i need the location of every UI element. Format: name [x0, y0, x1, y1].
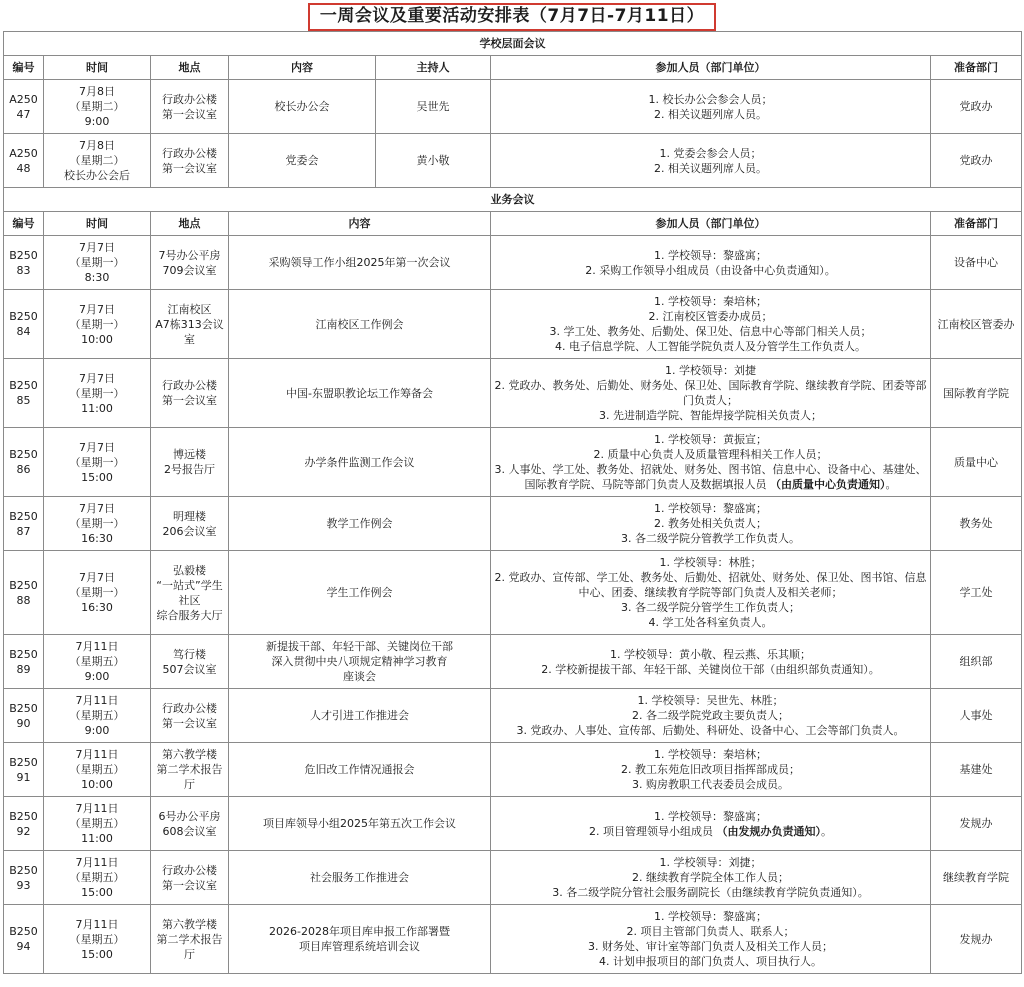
column-header: 地点 [151, 212, 229, 236]
prep-dept-cell: 组织部 [931, 635, 1022, 689]
column-header: 地点 [151, 56, 229, 80]
column-header: 准备部门 [931, 56, 1022, 80]
participant-line: 2. 相关议题列席人员。 [654, 161, 767, 175]
participant-line: 1. 学校领导：黄振宣； [654, 433, 767, 446]
time-cell: 7月11日 （星期五） 15:00 [44, 851, 151, 905]
participant-line: 2. 项目主管部门负责人、联系人； [626, 925, 795, 938]
time-cell: 7月11日 （星期五） 11:00 [44, 797, 151, 851]
participant-line: 2. 质量中心负责人及质量管理科相关工作人员； [593, 448, 828, 461]
participant-line: 3. 党政办、人事处、宣传部、后勤处、科研处、设备中心、工会等部门负责人。 [516, 724, 905, 737]
participants-cell [491, 551, 931, 635]
column-header: 参加人员（部门单位） [491, 212, 931, 236]
participants-cell [491, 497, 931, 551]
column-header: 内容 [229, 212, 491, 236]
meeting-id-cell: B25091 [4, 743, 44, 797]
participants-cell [491, 797, 931, 851]
participants-cell [491, 134, 931, 188]
meeting-id-cell: B25087 [4, 497, 44, 551]
participant-line: 1. 学校领导：秦培林； [654, 748, 767, 761]
meeting-id-cell: B25090 [4, 689, 44, 743]
participant-line: 3. 各二级学院分管学生工作负责人； [621, 601, 800, 614]
participant-line: 2. 项目管理领导小组成员 （由发规办负责通知）。 [589, 824, 832, 838]
meeting-row [4, 797, 1022, 851]
content-cell: 采购领导工作小组2025年第一次会议 [229, 236, 491, 290]
prep-dept-cell: 继续教育学院 [931, 851, 1022, 905]
participant-line: 1. 学校领导：黎盛寓； [654, 809, 767, 823]
content-cell: 江南校区工作例会 [229, 290, 491, 359]
location-cell: 第六教学楼 第二学术报告厅 [151, 743, 229, 797]
location-cell: 行政办公楼 第一会议室 [151, 689, 229, 743]
meeting-row [4, 635, 1022, 689]
column-header: 主持人 [376, 56, 491, 80]
participant-line: 3. 先进制造学院、智能焊接学院相关负责人； [599, 409, 822, 422]
time-cell: 7月11日 （星期五） 10:00 [44, 743, 151, 797]
participant-line: 2. 党政办、宣传部、学工处、教务处、后勤处、招就处、财务处、保卫处、图书馆、信息中心、团委、继续教育学院等部门负责人及相关老师； [494, 571, 927, 599]
column-header: 参加人员（部门单位） [491, 56, 931, 80]
section-row [4, 188, 1022, 212]
participants-cell [491, 905, 931, 974]
participant-line: 2. 江南校区管委办成员； [648, 310, 773, 323]
participant-line: 2. 党政办、教务处、后勤处、财务处、保卫处、国际教育学院、继续教育学院、团委等部门负责人； [494, 379, 927, 407]
prep-dept-cell: 基建处 [931, 743, 1022, 797]
location-cell: 6号办公平房 608会议室 [151, 797, 229, 851]
prep-dept-cell: 党政办 [931, 134, 1022, 188]
participants-cell [491, 236, 931, 290]
prep-dept-cell: 江南校区管委办 [931, 290, 1022, 359]
participants-cell [491, 290, 931, 359]
participants-cell [491, 359, 931, 428]
participant-line: 4. 学工处各科室负责人。 [648, 616, 773, 629]
meeting-row [4, 80, 1022, 134]
participant-line: 1. 学校领导：秦培林； [654, 295, 767, 308]
column-header: 内容 [229, 56, 376, 80]
schedule-table-body [4, 32, 1022, 974]
participant-line: 3. 各二级学院分管教学工作负责人。 [621, 532, 800, 545]
participants-cell [491, 635, 931, 689]
time-cell: 7月7日 （星期一） 8:30 [44, 236, 151, 290]
content-cell: 校长办公会 [229, 80, 376, 134]
content-cell: 项目库领导小组2025年第五次工作会议 [229, 797, 491, 851]
meeting-id-cell: A25048 [4, 134, 44, 188]
column-header-row [4, 212, 1022, 236]
meeting-row [4, 236, 1022, 290]
prep-dept-cell: 人事处 [931, 689, 1022, 743]
participant-line: 2. 各二级学院党政主要负责人； [632, 709, 789, 722]
time-cell: 7月8日 （星期二） 校长办公会后 [44, 134, 151, 188]
time-cell: 7月7日 （星期一） 10:00 [44, 290, 151, 359]
content-cell: 社会服务工作推进会 [229, 851, 491, 905]
meeting-id-cell: B25086 [4, 428, 44, 497]
meeting-id-cell: B25089 [4, 635, 44, 689]
meeting-id-cell: B25088 [4, 551, 44, 635]
meeting-row [4, 551, 1022, 635]
meeting-row [4, 851, 1022, 905]
participants-cell [491, 743, 931, 797]
meeting-id-cell: B25094 [4, 905, 44, 974]
participant-line: 2. 继续教育学院全体工作人员； [632, 871, 789, 884]
location-cell: 第六教学楼 第二学术报告厅 [151, 905, 229, 974]
participant-line: 2. 相关议题列席人员。 [654, 107, 767, 121]
participant-line: 2. 采购工作领导小组成员（由设备中心负责通知）。 [585, 263, 836, 277]
participant-line: 3. 人事处、学工处、教务处、招就处、财务处、图书馆、信息中心、设备中心、基建处、国际教育学院、马院等部门负责人及数据填报人员 （由质量中心负责通知）。 [494, 463, 927, 491]
prep-dept-cell: 国际教育学院 [931, 359, 1022, 428]
column-header: 时间 [44, 212, 151, 236]
content-cell: 党委会 [229, 134, 376, 188]
content-cell: 新提拔干部、年轻干部、关键岗位干部 深入贯彻中央八项规定精神学习教育 座谈会 [229, 635, 491, 689]
content-cell: 2026-2028年项目库申报工作部署暨 项目库管理系统培训会议 [229, 905, 491, 974]
prep-dept-cell: 质量中心 [931, 428, 1022, 497]
host-cell: 黄小敬 [376, 134, 491, 188]
meeting-row [4, 290, 1022, 359]
prep-dept-cell: 党政办 [931, 80, 1022, 134]
meeting-row [4, 428, 1022, 497]
participant-line: 1. 学校领导：林胜； [659, 556, 762, 569]
participant-line: 2. 教务处相关负责人； [654, 517, 767, 530]
prep-dept-cell: 发规办 [931, 905, 1022, 974]
column-header: 时间 [44, 56, 151, 80]
page-title: 一周会议及重要活动安排表（7月7日-7月11日） [308, 3, 716, 31]
page-title-bar [3, 2, 1021, 31]
location-cell: 博远楼 2号报告厅 [151, 428, 229, 497]
time-cell: 7月7日 （星期一） 11:00 [44, 359, 151, 428]
time-cell: 7月7日 （星期一） 16:30 [44, 497, 151, 551]
meeting-id-cell: B25083 [4, 236, 44, 290]
time-cell: 7月11日 （星期五） 9:00 [44, 635, 151, 689]
location-cell: 行政办公楼 第一会议室 [151, 359, 229, 428]
location-cell: 行政办公楼 第一会议室 [151, 80, 229, 134]
participant-line: 2. 学校新提拔干部、年轻干部、关键岗位干部（由组织部负责通知）。 [541, 662, 880, 676]
meeting-row [4, 497, 1022, 551]
location-cell: 行政办公楼 第一会议室 [151, 851, 229, 905]
participant-line: 1. 学校领导：黎盛寓； [654, 248, 767, 262]
host-cell: 吴世先 [376, 80, 491, 134]
meeting-id-cell: A25047 [4, 80, 44, 134]
time-cell: 7月7日 （星期一） 15:00 [44, 428, 151, 497]
location-cell: 行政办公楼 第一会议室 [151, 134, 229, 188]
column-header: 准备部门 [931, 212, 1022, 236]
participant-line: 3. 购房教职工代表委员会成员。 [632, 778, 789, 791]
participant-line: 4. 电子信息学院、人工智能学院负责人及分管学生工作负责人。 [555, 340, 866, 353]
participants-cell [491, 80, 931, 134]
time-cell: 7月11日 （星期五） 15:00 [44, 905, 151, 974]
meeting-row [4, 359, 1022, 428]
meeting-id-cell: B25093 [4, 851, 44, 905]
meeting-id-cell: B25092 [4, 797, 44, 851]
participants-cell [491, 851, 931, 905]
time-cell: 7月11日 （星期五） 9:00 [44, 689, 151, 743]
content-cell: 办学条件监测工作会议 [229, 428, 491, 497]
column-header: 编号 [4, 56, 44, 80]
location-cell: 明理楼 206会议室 [151, 497, 229, 551]
meeting-row [4, 689, 1022, 743]
content-cell: 中国-东盟职教论坛工作筹备会 [229, 359, 491, 428]
prep-dept-cell: 教务处 [931, 497, 1022, 551]
meeting-id-cell: B25084 [4, 290, 44, 359]
column-header: 编号 [4, 212, 44, 236]
participant-line: 4. 计划申报项目的部门负责人、项目执行人。 [599, 955, 822, 968]
meeting-id-cell: B25085 [4, 359, 44, 428]
participant-line: 1. 学校领导：黄小敬、程云燕、乐其顺； [610, 647, 811, 661]
prep-dept-cell: 设备中心 [931, 236, 1022, 290]
time-cell: 7月8日 （星期二） 9:00 [44, 80, 151, 134]
location-cell: 7号办公平房 709会议室 [151, 236, 229, 290]
location-cell: 笃行楼 507会议室 [151, 635, 229, 689]
meeting-row [4, 905, 1022, 974]
section-header: 学校层面会议 [4, 32, 1022, 56]
location-cell: 江南校区 A7栋313会议室 [151, 290, 229, 359]
participants-cell [491, 428, 931, 497]
section-header: 业务会议 [4, 188, 1022, 212]
participants-cell [491, 689, 931, 743]
location-cell: 弘毅楼 “一站式”学生社区 综合服务大厅 [151, 551, 229, 635]
participant-line: 3. 各二级学院分管社会服务副院长（由继续教育学院负责通知）。 [552, 886, 869, 899]
time-cell: 7月7日 （星期一） 16:30 [44, 551, 151, 635]
participant-line: 1. 校长办公会参会人员； [648, 92, 773, 106]
content-cell: 危旧改工作情况通报会 [229, 743, 491, 797]
participant-line: 3. 财务处、审计室等部门负责人及相关工作人员； [588, 940, 833, 953]
column-header-row [4, 56, 1022, 80]
participant-line: 2. 教工东苑危旧改项目指挥部成员； [621, 763, 800, 776]
participant-line: 1. 学校领导：黎盛寓； [654, 910, 767, 923]
participant-line: 1. 党委会参会人员； [659, 146, 762, 160]
schedule-table [3, 31, 1022, 974]
participant-line: 1. 学校领导：刘捷； [659, 856, 762, 869]
participant-line: 1. 学校领导：黎盛寓； [654, 502, 767, 515]
content-cell: 人才引进工作推进会 [229, 689, 491, 743]
participant-line: 1. 学校领导：刘捷 [665, 364, 756, 377]
meeting-row [4, 134, 1022, 188]
participant-line: 1. 学校领导：吴世先、林胜； [637, 694, 784, 707]
prep-dept-cell: 发规办 [931, 797, 1022, 851]
prep-dept-cell: 学工处 [931, 551, 1022, 635]
participant-line: 3. 学工处、教务处、后勤处、保卫处、信息中心等部门相关人员； [549, 325, 872, 338]
content-cell: 学生工作例会 [229, 551, 491, 635]
meeting-row [4, 743, 1022, 797]
content-cell: 教学工作例会 [229, 497, 491, 551]
section-row [4, 32, 1022, 56]
